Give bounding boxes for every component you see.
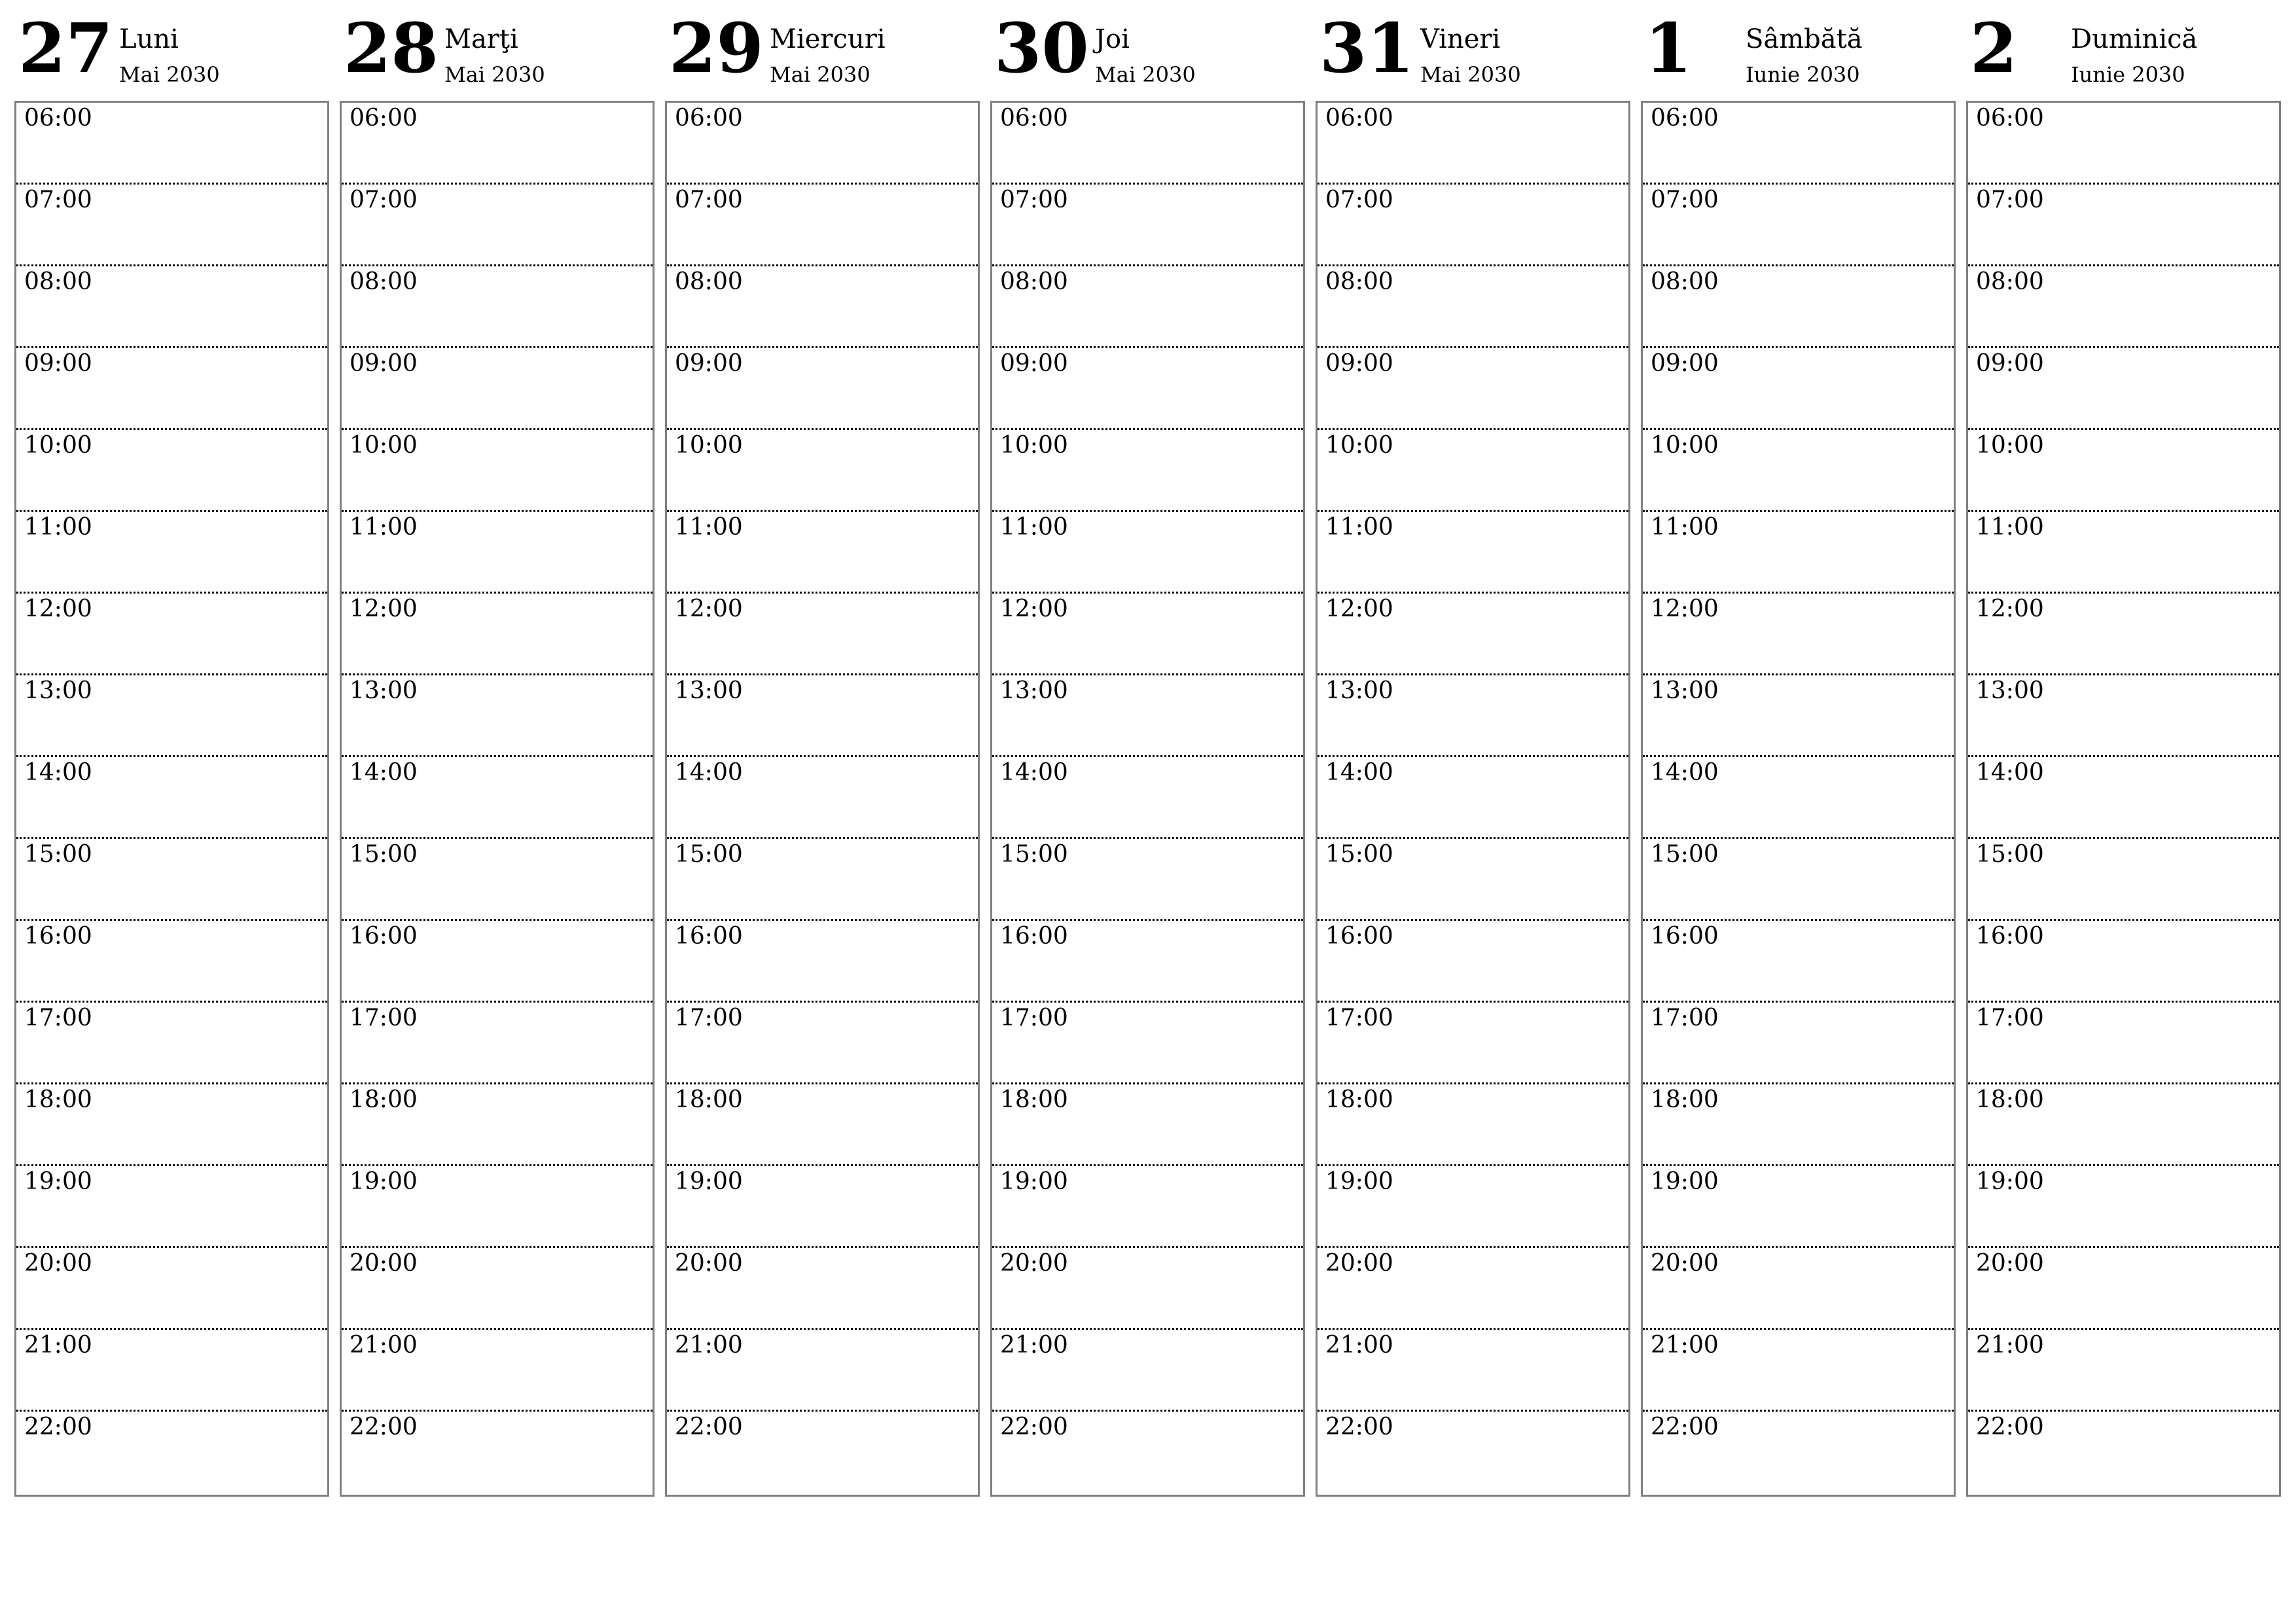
hour-label: 16:00 [1000,923,1068,950]
hour-label: 08:00 [350,268,418,295]
hour-slot[interactable] [342,430,653,512]
hour-slot[interactable] [992,921,1303,1003]
day-header [1641,0,1954,98]
day-column [990,0,1304,1505]
hour-label: 20:00 [1325,1250,1393,1277]
hour-label: 20:00 [24,1250,92,1277]
hour-label: 18:00 [675,1086,743,1113]
hour-label: 14:00 [675,759,743,786]
hour-slot[interactable] [1968,348,2279,430]
hour-label: 13:00 [1325,677,1393,704]
hour-slot[interactable] [667,1084,978,1166]
hour-label: 19:00 [1325,1168,1393,1195]
hour-label: 10:00 [1651,432,1719,459]
day-header [14,0,328,98]
hour-label: 13:00 [24,677,92,704]
hour-slot[interactable] [667,675,978,757]
hour-label: 14:00 [1000,759,1068,786]
hour-label: 17:00 [1651,1005,1719,1031]
hour-label: 12:00 [1325,596,1393,622]
hour-label: 09:00 [1976,350,2044,377]
hour-slot[interactable] [1643,1084,1954,1166]
hour-label: 12:00 [675,596,743,622]
hour-slot[interactable] [16,1330,327,1412]
day-column [1316,0,1629,1505]
hour-slot[interactable] [1318,512,1628,594]
hour-slot[interactable] [1643,1330,1954,1412]
hour-label: 18:00 [350,1086,418,1113]
day-month-year: Mai 2030 [770,62,870,87]
hour-label: 20:00 [1651,1250,1719,1277]
day-header [1966,0,2280,98]
hour-slot[interactable] [1643,675,1954,757]
hour-slot[interactable] [1318,1330,1628,1412]
hour-slot[interactable] [16,348,327,430]
hour-slot[interactable] [992,1330,1303,1412]
hour-slot[interactable] [1318,1084,1628,1166]
hour-label: 10:00 [1000,432,1068,459]
hour-slot[interactable] [992,757,1303,839]
hour-slot[interactable] [992,185,1303,266]
hour-label: 08:00 [1325,268,1393,295]
day-name: Miercuri [770,24,886,54]
hour-slot[interactable] [1643,594,1954,675]
hour-slot[interactable] [667,1166,978,1248]
hour-label: 12:00 [1000,596,1068,622]
hour-slot[interactable] [342,675,653,757]
hour-slot[interactable] [1643,103,1954,185]
hour-slot[interactable] [1643,185,1954,266]
hour-label: 06:00 [1651,105,1719,132]
hour-slot[interactable] [1643,1166,1954,1248]
hour-slot[interactable] [1643,430,1954,512]
hour-slot[interactable] [667,266,978,348]
hour-label: 18:00 [1000,1086,1068,1113]
day-number: 29 [669,8,764,88]
day-name: Duminică [2071,24,2198,54]
day-month-year: Mai 2030 [1420,62,1521,87]
hour-slot[interactable] [342,185,653,266]
day-column [1966,0,2280,1505]
hour-slot[interactable] [342,1166,653,1248]
weekly-planner [14,0,2283,1505]
hour-label: 22:00 [1325,1414,1393,1440]
hour-slot[interactable] [667,512,978,594]
hour-slot[interactable] [342,1084,653,1166]
hour-slot[interactable] [1643,266,1954,348]
hour-slot[interactable] [1318,1003,1628,1084]
day-name: Joi [1095,24,1130,54]
hour-slot[interactable] [1318,594,1628,675]
hour-slot[interactable] [992,675,1303,757]
day-schedule-box [1966,101,2281,1497]
hour-slot[interactable] [1968,1330,2279,1412]
hour-label: 19:00 [1976,1168,2044,1195]
hour-slot[interactable] [342,594,653,675]
day-column [14,0,328,1505]
day-month-year: Mai 2030 [444,62,545,87]
hour-label: 17:00 [350,1005,418,1031]
hour-slot[interactable] [667,594,978,675]
hour-label: 15:00 [1000,841,1068,868]
day-number: 28 [344,8,439,88]
day-header [990,0,1304,98]
day-schedule-box [665,101,980,1497]
hour-slot[interactable] [1968,430,2279,512]
hour-label: 12:00 [24,596,92,622]
hour-slot[interactable] [667,430,978,512]
hour-label: 10:00 [1976,432,2044,459]
hour-slot[interactable] [667,839,978,921]
hour-slot[interactable] [992,512,1303,594]
hour-slot[interactable] [667,921,978,1003]
hour-label: 21:00 [24,1332,92,1359]
hour-label: 22:00 [1000,1414,1068,1440]
hour-label: 10:00 [24,432,92,459]
hour-label: 06:00 [1976,105,2044,132]
hour-slot[interactable] [16,430,327,512]
hour-label: 10:00 [675,432,743,459]
hour-label: 07:00 [350,187,418,213]
day-name: Marţi [444,24,518,54]
hour-label: 13:00 [675,677,743,704]
hour-label: 16:00 [675,923,743,950]
hour-label: 08:00 [1000,268,1068,295]
day-month-year: Mai 2030 [119,62,220,87]
hour-label: 14:00 [1325,759,1393,786]
hour-slot[interactable] [667,103,978,185]
day-schedule-box [1641,101,1956,1497]
hour-label: 09:00 [350,350,418,377]
hour-label: 13:00 [350,677,418,704]
hour-slot[interactable] [667,1248,978,1330]
hour-label: 11:00 [24,514,92,541]
hour-slot[interactable] [1968,921,2279,1003]
hour-slot[interactable] [342,921,653,1003]
hour-label: 15:00 [1651,841,1719,868]
hour-label: 21:00 [675,1332,743,1359]
hour-label: 22:00 [675,1414,743,1440]
hour-label: 20:00 [1976,1250,2044,1277]
hour-label: 20:00 [1000,1250,1068,1277]
hour-label: 06:00 [350,105,418,132]
hour-label: 16:00 [24,923,92,950]
hour-label: 19:00 [350,1168,418,1195]
hour-slot[interactable] [1643,512,1954,594]
hour-slot[interactable] [342,512,653,594]
hour-slot[interactable] [667,757,978,839]
day-month-year: Iunie 2030 [2071,62,2185,87]
hour-slot[interactable] [992,594,1303,675]
hour-label: 08:00 [1976,268,2044,295]
hour-label: 19:00 [1651,1168,1719,1195]
hour-label: 18:00 [1976,1086,2044,1113]
hour-label: 09:00 [675,350,743,377]
hour-slot[interactable] [342,1248,653,1330]
hour-label: 15:00 [1976,841,2044,868]
hour-label: 18:00 [24,1086,92,1113]
hour-slot[interactable] [342,839,653,921]
day-schedule-box [340,101,655,1497]
hour-slot[interactable] [1643,757,1954,839]
hour-label: 17:00 [1325,1005,1393,1031]
hour-label: 11:00 [1325,514,1393,541]
hour-slot[interactable] [667,185,978,266]
hour-label: 21:00 [1651,1332,1719,1359]
hour-slot[interactable] [1968,512,2279,594]
hour-label: 15:00 [350,841,418,868]
day-schedule-box [1316,101,1630,1497]
hour-label: 21:00 [1976,1332,2044,1359]
day-schedule-box [990,101,1305,1497]
day-column [340,0,653,1505]
hour-slot[interactable] [1318,757,1628,839]
hour-label: 17:00 [1976,1005,2044,1031]
hour-slot[interactable] [1968,185,2279,266]
hour-slot[interactable] [1968,839,2279,921]
hour-slot[interactable] [1643,348,1954,430]
hour-slot[interactable] [16,1166,327,1248]
hour-label: 15:00 [675,841,743,868]
hour-slot[interactable] [1968,1166,2279,1248]
hour-slot[interactable] [1318,103,1628,185]
day-month-year: Iunie 2030 [1746,62,1860,87]
hour-slot[interactable] [992,266,1303,348]
hour-label: 12:00 [1976,596,2044,622]
hour-label: 11:00 [675,514,743,541]
hour-slot[interactable] [16,757,327,839]
hour-label: 06:00 [675,105,743,132]
hour-label: 15:00 [24,841,92,868]
hour-label: 20:00 [350,1250,418,1277]
hour-slot[interactable] [1318,430,1628,512]
hour-slot[interactable] [1643,1412,1954,1495]
hour-label: 19:00 [24,1168,92,1195]
day-number: 1 [1645,8,1693,88]
hour-slot[interactable] [16,594,327,675]
hour-label: 16:00 [1976,923,2044,950]
hour-label: 11:00 [1651,514,1719,541]
hour-label: 07:00 [24,187,92,213]
hour-label: 07:00 [675,187,743,213]
day-header [665,0,978,98]
hour-label: 17:00 [1000,1005,1068,1031]
day-number: 31 [1319,8,1414,88]
hour-slot[interactable] [342,348,653,430]
hour-slot[interactable] [16,512,327,594]
hour-label: 15:00 [1325,841,1393,868]
hour-label: 20:00 [675,1250,743,1277]
hour-label: 09:00 [24,350,92,377]
hour-slot[interactable] [1968,1412,2279,1495]
day-name: Luni [119,24,179,54]
hour-slot[interactable] [342,757,653,839]
hour-slot[interactable] [342,1412,653,1495]
hour-label: 13:00 [1976,677,2044,704]
hour-slot[interactable] [1318,185,1628,266]
hour-slot[interactable] [1968,757,2279,839]
hour-label: 13:00 [1000,677,1068,704]
hour-label: 09:00 [1000,350,1068,377]
hour-label: 10:00 [350,432,418,459]
hour-label: 13:00 [1651,677,1719,704]
day-header [1316,0,1629,98]
hour-slot[interactable] [667,1412,978,1495]
hour-label: 19:00 [1000,1168,1068,1195]
hour-label: 14:00 [1976,759,2044,786]
hour-slot[interactable] [1318,266,1628,348]
hour-label: 12:00 [350,596,418,622]
hour-slot[interactable] [16,185,327,266]
hour-slot[interactable] [16,921,327,1003]
day-name: Sâmbătă [1746,24,1863,54]
hour-label: 14:00 [1651,759,1719,786]
hour-label: 14:00 [24,759,92,786]
hour-slot[interactable] [992,839,1303,921]
hour-slot[interactable] [667,1003,978,1084]
hour-slot[interactable] [1318,1248,1628,1330]
day-month-year: Mai 2030 [1095,62,1196,87]
hour-slot[interactable] [992,103,1303,185]
hour-slot[interactable] [1318,675,1628,757]
hour-label: 16:00 [1651,923,1719,950]
hour-label: 06:00 [24,105,92,132]
hour-slot[interactable] [992,1248,1303,1330]
hour-label: 07:00 [1651,187,1719,213]
hour-label: 22:00 [350,1414,418,1440]
hour-slot[interactable] [16,1084,327,1166]
hour-label: 10:00 [1325,432,1393,459]
day-number: 27 [18,8,113,88]
hour-slot[interactable] [1318,921,1628,1003]
hour-slot[interactable] [16,675,327,757]
hour-slot[interactable] [1643,921,1954,1003]
hour-slot[interactable] [992,348,1303,430]
hour-label: 11:00 [350,514,418,541]
hour-label: 09:00 [1651,350,1719,377]
hour-slot[interactable] [1968,1248,2279,1330]
hour-slot[interactable] [1643,1248,1954,1330]
hour-slot[interactable] [1318,348,1628,430]
hour-slot[interactable] [342,103,653,185]
hour-slot[interactable] [342,1003,653,1084]
hour-slot[interactable] [16,1412,327,1495]
hour-label: 06:00 [1000,105,1068,132]
hour-label: 07:00 [1976,187,2044,213]
hour-slot[interactable] [1968,103,2279,185]
hour-slot[interactable] [1318,1412,1628,1495]
hour-slot[interactable] [16,839,327,921]
hour-slot[interactable] [1968,594,2279,675]
hour-label: 11:00 [1976,514,2044,541]
hour-label: 22:00 [24,1414,92,1440]
day-name: Vineri [1420,24,1501,54]
hour-label: 07:00 [1000,187,1068,213]
hour-slot[interactable] [992,1003,1303,1084]
hour-slot[interactable] [1318,1166,1628,1248]
hour-label: 06:00 [1325,105,1393,132]
hour-label: 17:00 [675,1005,743,1031]
hour-label: 19:00 [675,1168,743,1195]
hour-slot[interactable] [667,348,978,430]
hour-slot[interactable] [342,1330,653,1412]
hour-slot[interactable] [992,430,1303,512]
day-header [340,0,653,98]
hour-label: 22:00 [1976,1414,2044,1440]
hour-slot[interactable] [16,1003,327,1084]
day-number: 2 [1970,8,2018,88]
hour-label: 12:00 [1651,596,1719,622]
hour-label: 21:00 [350,1332,418,1359]
day-column [665,0,978,1505]
hour-label: 07:00 [1325,187,1393,213]
hour-label: 21:00 [1325,1332,1393,1359]
hour-label: 08:00 [675,268,743,295]
hour-slot[interactable] [342,266,653,348]
hour-slot[interactable] [1968,266,2279,348]
hour-slot[interactable] [992,1412,1303,1495]
hour-label: 14:00 [350,759,418,786]
hour-label: 16:00 [1325,923,1393,950]
hour-slot[interactable] [16,103,327,185]
hour-slot[interactable] [16,266,327,348]
hour-slot[interactable] [992,1166,1303,1248]
hour-slot[interactable] [1643,839,1954,921]
hour-label: 11:00 [1000,514,1068,541]
hour-slot[interactable] [16,1248,327,1330]
hour-label: 22:00 [1651,1414,1719,1440]
hour-slot[interactable] [1968,1084,2279,1166]
hour-slot[interactable] [992,1084,1303,1166]
hour-label: 17:00 [24,1005,92,1031]
hour-slot[interactable] [1968,675,2279,757]
hour-label: 21:00 [1000,1332,1068,1359]
hour-slot[interactable] [1643,1003,1954,1084]
hour-label: 08:00 [24,268,92,295]
hour-label: 18:00 [1651,1086,1719,1113]
day-number: 30 [994,8,1089,88]
hour-label: 16:00 [350,923,418,950]
hour-slot[interactable] [1968,1003,2279,1084]
hour-label: 18:00 [1325,1086,1393,1113]
day-schedule-box [14,101,329,1497]
hour-slot[interactable] [1318,839,1628,921]
day-column [1641,0,1954,1505]
hour-label: 08:00 [1651,268,1719,295]
hour-slot[interactable] [667,1330,978,1412]
hour-label: 09:00 [1325,350,1393,377]
